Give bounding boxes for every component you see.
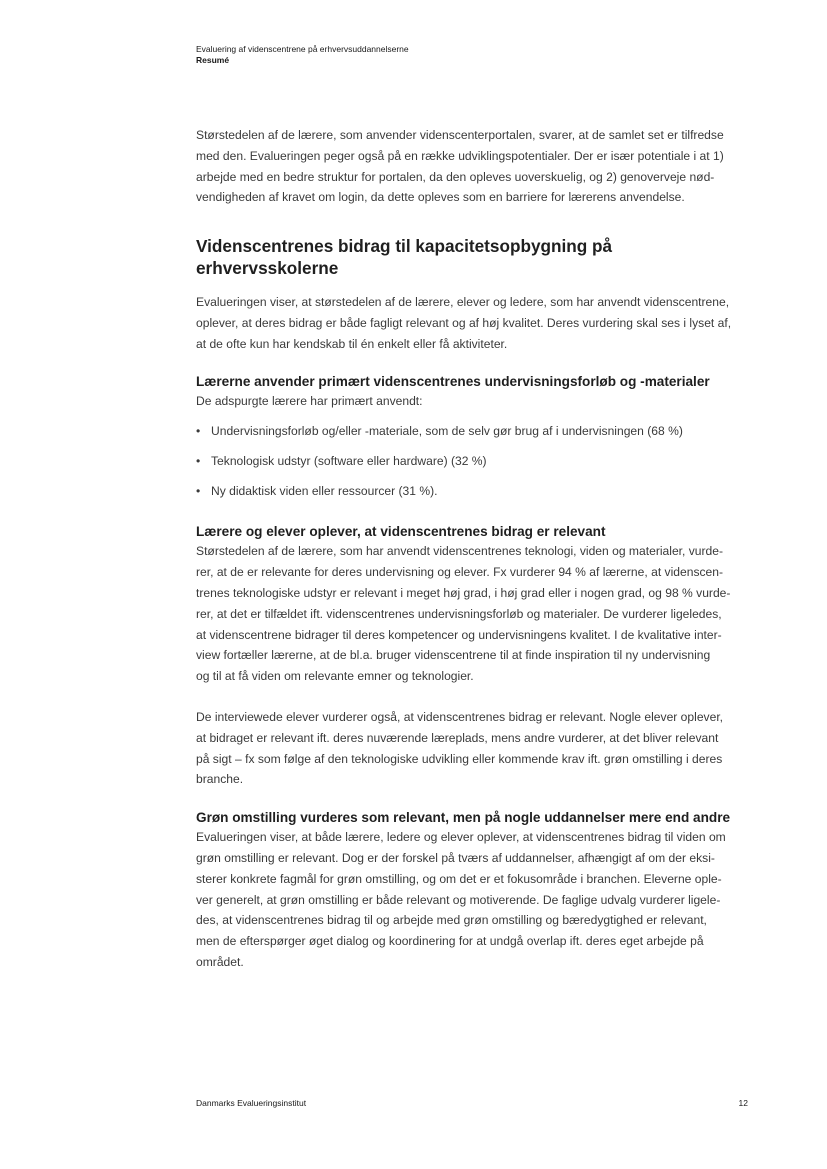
footer-organization: Danmarks Evalueringsinstitut xyxy=(196,1098,307,1108)
list-item-text: Ny didaktisk viden eller ressourcer (31 %). xyxy=(211,484,438,499)
list-item xyxy=(196,451,756,481)
page-number: 12 xyxy=(738,1098,748,1108)
student-relevance-paragraph: De interviewede elever vurderer også, at videnscentrenes bidrag er relevant. Nogle elever oplever, at bidraget er relevant ift. deres nuværende læreplads, mens andre vurderer, at det bliver relevant på sigt – fx som følge af den teknologiske udvikling eller kommende krav ift. grøn omstilling i deres branche. xyxy=(196,709,724,787)
running-header xyxy=(196,44,409,66)
green-transition-paragraph: Evalueringen viser, at både lærere, ledere og elever oplever, at videnscentrenes bidrag til viden om grøn omstilling er relevant. Dog er der forskel på tværs af uddannelser, afhængigt af om der eksi- sterer konkrete fagmål for grøn omstilling, og om det er et fokusområde i branchen. Eleverne ople- ver generelt, at grøn omstilling er både relevant og motiverende. De faglige udvalg vurderer ligele- des, at videnscentrenes bidrag til og arbejde med grøn omstilling og bæredygtighed er relevant, men de efterspørger øget dialog og koordinering for at undgå overlap ift. deres eget arbejde på området. xyxy=(196,830,726,969)
section-heading: Videnscentrenes bidrag til kapacitetsopbygning på erhvervsskolerne xyxy=(196,236,613,279)
bullet-marker: • xyxy=(196,424,201,439)
teacher-relevance-paragraph: Størstedelen af de lærere, som har anvendt videnscentrenes teknologi, viden og materialer, vurde- rer, at de er relevante for deres undervisning og elever. Fx vurderer 94 % af lærerne, at videnscen- trenes teknologiske udstyr er relevant i meget høj grad, i høj grad eller i nogen grad, og 98 % vurde- rer, at det er tilfældet ift. videnscentrenes undervisningsforløb og materialer. De vurderer ligeledes, at videnscentrene bidrager til deres kompetencer og undervisningens kvalitet. I de kvalitative inter- view fortæller lærerne, at de bl.a. bruger videnscentrene til at finde inspiration til ny undervisning og til at få viden om relevante emner og teknologier. xyxy=(196,544,731,684)
usage-bullet-list xyxy=(196,421,756,511)
subsection-lead-text: De adspurgte lærere har primært anvendt: xyxy=(196,393,423,408)
subheading-teaching-materials: Lærerne anvender primært videnscentrenes undervisningsforløb og -materialer xyxy=(196,373,710,389)
main-content xyxy=(196,125,756,973)
bullet-marker: • xyxy=(196,484,201,499)
subheading-relevance: Lærere og elever oplever, at videnscentrenes bidrag er relevant xyxy=(196,524,606,540)
bullet-marker: • xyxy=(196,454,201,469)
list-item xyxy=(196,481,756,511)
section-intro-paragraph: Evalueringen viser, at størstedelen af de lærere, elever og ledere, som har anvendt videnscentrene, oplever, at deres bidrag er både fagligt relevant og af høj kvalitet. Deres vurdering skal ses i lyset af, at de ofte kun har kendskab til én enkelt eller få aktiviteter. xyxy=(196,295,732,351)
header-section-title: Resumé xyxy=(196,55,230,65)
list-item-text: Undervisningsforløb og/eller -materiale, som de selv gør brug af i undervisningen (68 %) xyxy=(211,424,683,439)
subheading-green-transition: Grøn omstilling vurderes som relevant, men på nogle uddannelser mere end andre xyxy=(196,810,731,826)
intro-paragraph: Størstedelen af de lærere, som anvender videnscenterportalen, svarer, at de samlet set er tilfredse med den. Evalueringen peger også på en række udviklingspotentialer. Der er især potentiale i at 1) arbejde med en bedre struktur for portalen, da den opleves uoverskuelig, og 2) genoverveje nød- vendigheden af kravet om login, da dette opleves som en barriere for lærerens anvendelse. xyxy=(196,128,724,205)
list-item xyxy=(196,421,756,451)
list-item-text: Teknologisk udstyr (software eller hardware) (32 %) xyxy=(211,454,487,469)
header-document-title: Evaluering af videnscentrene på erhvervsuddannelserne xyxy=(196,44,409,54)
